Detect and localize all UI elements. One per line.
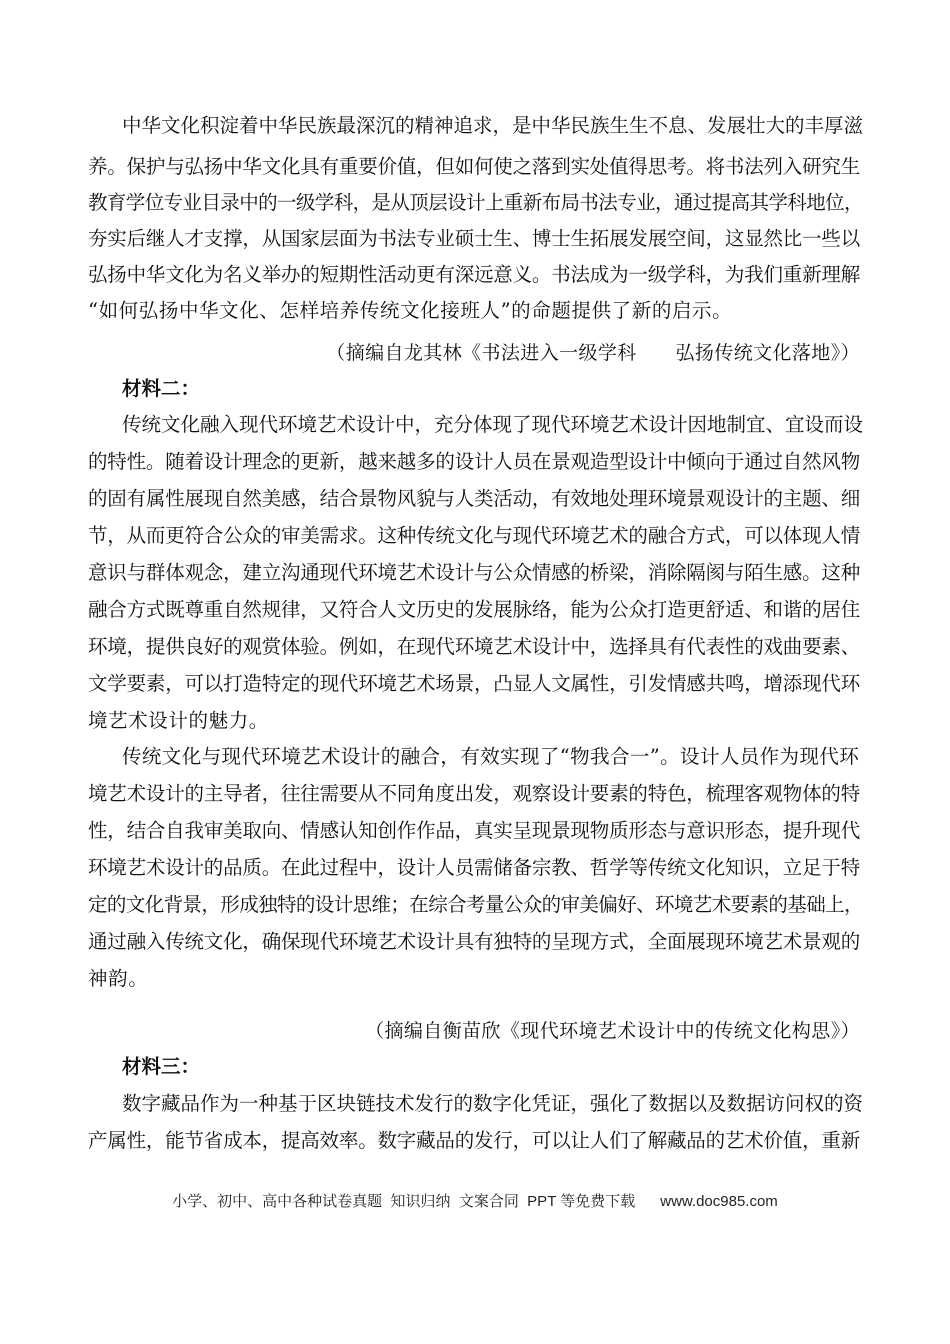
text-line: 文学要素，可以打造特定的现代环境艺术场景，凸显人文属性，引发情感共鸣，增添现代环	[88, 672, 861, 695]
text-line: 传统文化与现代环境艺术设计的融合，有效实现了“物我合一”。设计人员作为现代环	[122, 745, 860, 768]
text-line: 环境艺术设计的品质。在此过程中，设计人员需储备宗教、哲学等传统文化知识，立足于特	[88, 856, 861, 879]
text-line: 定的文化背景，形成独特的设计思维；在综合考量公众的审美偏好、环境艺术要素的基础上，	[88, 893, 863, 916]
text-line: 通过融入传统文化，确保现代环境艺术设计具有独特的呈现方式，全面展现环境艺术景观的	[88, 930, 861, 953]
text-line: 弘扬中华文化为名义举办的短期性活动更有深远意义。书法成为一级学科，为我们重新理解	[88, 263, 861, 286]
text-line: 性，结合自我审美取向、情感认知创作作品，真实呈现景现物质形态与意识形态，提升现代	[88, 819, 861, 842]
text-line: 的特性。随着设计理念的更新，越来越多的设计人员在景观造型设计中倾向于通过自然风物	[88, 450, 861, 473]
text-line: 环境，提供良好的观赏体验。例如，在现代环境艺术设计中，选择具有代表性的戏曲要素、	[88, 635, 861, 658]
text-line: 意识与群体观念，建立沟通现代环境艺术设计与公众情感的桥梁，消除隔阂与陌生感。这种	[88, 561, 861, 584]
text-line: 教育学位专业目录中的一级学科，是从顶层设计上重新布局书法专业，通过提高其学科地位，	[88, 191, 863, 214]
text-line: 中华文化积淀着中华民族最深沉的精神追求，是中华民族生生不息、发展壮大的丰厚滋	[122, 114, 864, 137]
text-line: 产属性，能节省成本，提高效率。数字藏品的发行，可以让人们了解藏品的艺术价值，重新	[88, 1129, 861, 1152]
text-line: 节，从而更符合公众的审美需求。这种传统文化与现代环境艺术的融合方式，可以体现人情	[88, 524, 861, 547]
text-line: 融合方式既尊重自然规律，又符合人文历史的发展脉络，能为公众打造更舒适、和谐的居住	[88, 598, 861, 621]
text-line: 传统文化融入现代环境艺术设计中，充分体现了现代环境艺术设计因地制宜、宜设而设	[122, 413, 864, 436]
section-heading-3: 材料三：	[122, 1055, 201, 1078]
text-line: 夯实后继人才支撑，从国家层面为书法专业硕士生、博士生拓展发展空间，这显然比一些以	[88, 227, 861, 250]
text-line: 养。保护与弘扬中华文化具有重要价值，但如何使之落到实处值得思考。将书法列入研究生	[88, 155, 861, 178]
text-line: 神韵。	[88, 967, 149, 990]
text-line: 境艺术设计的魅力。	[88, 709, 269, 732]
page-footer: 小学、初中、高中各种试卷真题 知识归纳 文案合同 PPT 等免费下载 www.doc985.com	[172, 1193, 778, 1210]
text-line: “如何弘扬中华文化、怎样培养传统文化接班人”的命题提供了新的启示。	[88, 299, 733, 322]
text-line: 的固有属性展现自然美感，结合景物风貌与人类活动，有效地处理环境景观设计的主题、细	[88, 487, 861, 510]
source-citation-2: （摘编自衡苗欣《现代环境艺术设计中的传统文化构思》）	[365, 1020, 860, 1042]
section-heading-2: 材料二：	[122, 377, 201, 400]
source-citation-1: （摘编自龙其林《书法进入一级学科 弘扬传统文化落地》）	[326, 342, 860, 364]
text-line: 数字藏品作为一种基于区块链技术发行的数字化凭证，强化了数据以及数据访问权的资	[122, 1092, 864, 1115]
text-line: 境艺术设计的主导者，往往需要从不同角度出发，观察设计要素的特色，梳理客观物体的特	[88, 782, 861, 805]
